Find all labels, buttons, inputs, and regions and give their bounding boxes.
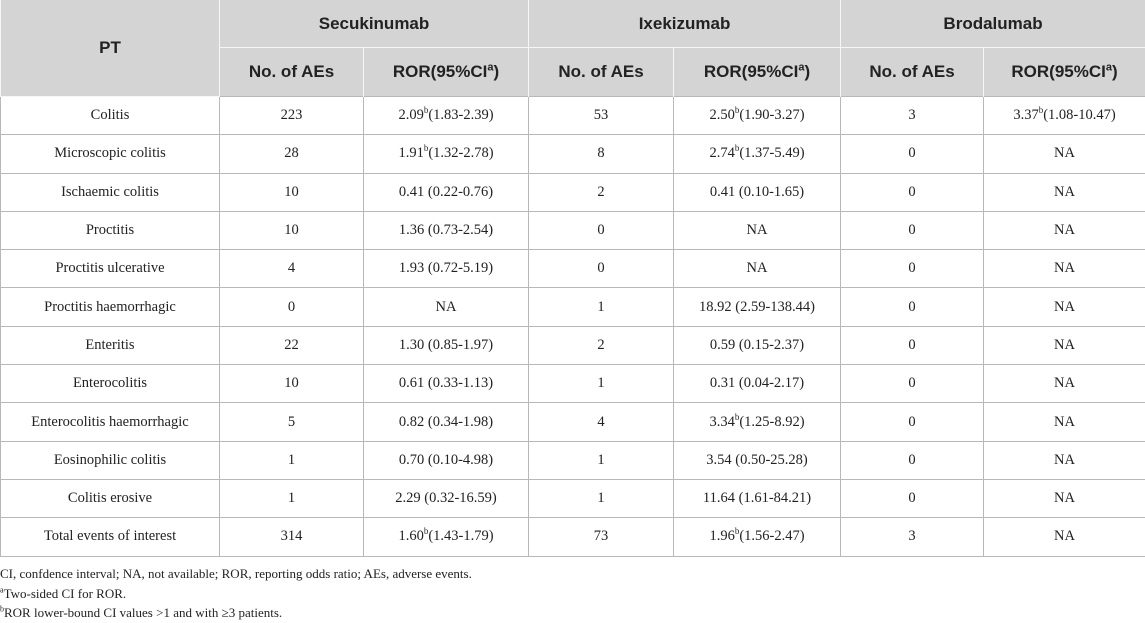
cell-pt: Enterocolitis haemorrhagic — [1, 403, 220, 441]
ror-value: 1.30 — [398, 336, 425, 353]
cell-pt: Total events of interest — [1, 518, 220, 556]
ror-value: NA — [1054, 183, 1075, 200]
table-row — [1, 211, 1145, 249]
ror-ci: (0.32-16.59) — [420, 490, 497, 507]
cell-ror — [984, 365, 1145, 403]
table-row — [1, 518, 1145, 556]
cell-ror — [674, 135, 841, 173]
cell-count: 0 — [841, 479, 984, 517]
cell-ror — [364, 518, 529, 556]
cell-count: 0 — [529, 211, 674, 249]
header-count-ixekizumab: No. of AEs — [529, 48, 674, 97]
cell-pt: Proctitis haemorrhagic — [1, 288, 220, 326]
cell-count: 2 — [529, 326, 674, 364]
ror-value: 0.59 — [709, 336, 736, 353]
ror-value: 2.74 — [709, 145, 735, 162]
ror-sup: b — [423, 526, 429, 537]
cell-ror — [364, 211, 529, 249]
ror-value: 0.41 — [709, 183, 736, 200]
cell-ror — [984, 250, 1145, 288]
ror-ci: (0.34-1.98) — [424, 413, 494, 430]
header-ror-close: ) — [493, 62, 500, 81]
cell-count: 1 — [529, 441, 674, 479]
ror-value: 0.82 — [398, 413, 425, 430]
cell-count: 53 — [529, 97, 674, 135]
cell-ror — [364, 97, 529, 135]
ror-sup: b — [423, 105, 429, 116]
ror-ci: (1.83-2.39) — [428, 107, 494, 124]
table-row — [1, 250, 1145, 288]
ror-value: NA — [1054, 528, 1075, 545]
cell-count: 0 — [841, 365, 984, 403]
table-row — [1, 326, 1145, 364]
ror-value: 0.61 — [398, 375, 425, 392]
ror-value: NA — [746, 260, 768, 277]
cell-pt: Enterocolitis — [1, 365, 220, 403]
footnote-abbreviations: CI, confdence interval; NA, not available; ROR, reporting odds ratio; AEs, adverse events. — [0, 566, 472, 581]
ror-value: 1.96 — [709, 528, 735, 545]
ror-value: NA — [1054, 222, 1075, 239]
cell-ror — [984, 288, 1145, 326]
cell-ror — [674, 250, 841, 288]
cell-ror — [364, 441, 529, 479]
cell-count: 8 — [529, 135, 674, 173]
ror-ci: (0.85-1.97) — [424, 336, 494, 353]
ror-value: NA — [1054, 490, 1075, 507]
cell-ror — [364, 135, 529, 173]
cell-ror — [364, 479, 529, 517]
cell-ror — [364, 288, 529, 326]
header-ror-sup: a — [798, 61, 805, 74]
ror-ci: (1.08-10.47) — [1043, 107, 1116, 124]
cell-count: 0 — [841, 326, 984, 364]
table-row — [1, 365, 1145, 403]
ror-ci: (0.73-2.54) — [424, 222, 494, 239]
footnote-a-mark: a — [0, 585, 4, 595]
header-ror-sup: a — [487, 61, 494, 74]
ror-value: NA — [1054, 375, 1075, 392]
header-ror-close: ) — [1111, 62, 1118, 81]
ror-sup: b — [734, 526, 740, 537]
cell-ror — [364, 326, 529, 364]
ror-value: 0.70 — [398, 451, 425, 468]
cell-count: 0 — [529, 250, 674, 288]
ror-ci: (0.33-1.13) — [424, 375, 494, 392]
cell-count: 1 — [529, 365, 674, 403]
footnote-b-text: ROR lower-bound CI values >1 and with ≥3 patients. — [4, 605, 283, 620]
ror-value: 2.50 — [709, 107, 735, 124]
ror-value: 3.54 — [706, 451, 732, 468]
cell-count: 223 — [220, 97, 364, 135]
cell-count: 10 — [220, 365, 364, 403]
ror-ci: (1.32-2.78) — [428, 145, 494, 162]
cell-count: 2 — [529, 173, 674, 211]
ror-sup: b — [734, 411, 740, 422]
cell-ror — [674, 326, 841, 364]
header-group-ixekizumab: Ixekizumab — [529, 0, 841, 48]
header-ror-sup: a — [1105, 61, 1112, 74]
ror-ci: (1.37-5.49) — [739, 145, 805, 162]
table-row — [1, 479, 1145, 517]
table-row — [1, 135, 1145, 173]
footnotes — [0, 564, 472, 623]
ror-value: NA — [435, 298, 457, 315]
cell-count: 4 — [529, 403, 674, 441]
cell-ror — [674, 365, 841, 403]
table-row — [1, 288, 1145, 326]
ror-value: 1.60 — [398, 528, 424, 545]
cell-ror — [984, 479, 1145, 517]
ror-ci: (0.10-1.65) — [735, 183, 805, 200]
cell-count: 5 — [220, 403, 364, 441]
ror-ci: (2.59-138.44) — [731, 298, 816, 315]
cell-count: 28 — [220, 135, 364, 173]
cell-pt: Proctitis — [1, 211, 220, 249]
cell-ror — [364, 250, 529, 288]
ror-ci: (0.22-0.76) — [424, 183, 494, 200]
ror-value: 0.41 — [398, 183, 425, 200]
ror-ci: (0.72-5.19) — [424, 260, 494, 277]
footnote-a — [0, 584, 472, 604]
ror-value: 1.36 — [398, 222, 425, 239]
ror-value: NA — [1054, 260, 1075, 277]
cell-ror — [984, 403, 1145, 441]
header-group-brodalumab: Brodalumab — [841, 0, 1145, 48]
header-pt: PT — [1, 0, 220, 97]
cell-ror — [674, 403, 841, 441]
table-row — [1, 441, 1145, 479]
cell-count: 0 — [841, 135, 984, 173]
cell-count: 3 — [841, 518, 984, 556]
ror-ci: (0.15-2.37) — [735, 336, 805, 353]
footnote-b — [0, 603, 472, 623]
ror-value: 11.64 — [702, 490, 735, 507]
table-row — [1, 97, 1145, 135]
ror-value: 1.93 — [398, 260, 425, 277]
cell-count: 0 — [220, 288, 364, 326]
header-ror-label: ROR(95%CI — [1011, 62, 1106, 81]
cell-count: 0 — [841, 250, 984, 288]
cell-ror — [674, 288, 841, 326]
cell-pt: Eosinophilic colitis — [1, 441, 220, 479]
header-ror-close: ) — [804, 62, 811, 81]
cell-ror — [984, 97, 1145, 135]
cell-count: 0 — [841, 403, 984, 441]
cell-count: 1 — [529, 479, 674, 517]
cell-pt: Colitis erosive — [1, 479, 220, 517]
ror-ci: (1.43-1.79) — [428, 528, 494, 545]
ror-ci: (0.10-4.98) — [424, 451, 494, 468]
cell-ror — [674, 211, 841, 249]
ror-value: 3.34 — [709, 413, 735, 430]
header-ror-label: ROR(95%CI — [392, 62, 488, 81]
ror-ci: (0.04-2.17) — [735, 375, 805, 392]
cell-count: 1 — [220, 441, 364, 479]
ror-value: NA — [1054, 451, 1075, 468]
header-ror-label: ROR(95%CI — [703, 62, 799, 81]
cell-count: 1 — [220, 479, 364, 517]
ror-sup: b — [734, 105, 740, 116]
cell-ror — [984, 441, 1145, 479]
cell-count: 10 — [220, 211, 364, 249]
ror-value: 18.92 — [699, 298, 732, 315]
cell-ror — [984, 326, 1145, 364]
ror-value: 1.91 — [398, 145, 424, 162]
footnote-b-mark: b — [0, 604, 4, 614]
cell-count: 1 — [529, 288, 674, 326]
cell-ror — [364, 365, 529, 403]
ror-ci: (1.90-3.27) — [739, 107, 805, 124]
cell-count: 3 — [841, 97, 984, 135]
header-group-secukinumab: Secukinumab — [220, 0, 529, 48]
cell-count: 0 — [841, 211, 984, 249]
cell-count: 314 — [220, 518, 364, 556]
ror-value: 2.29 — [395, 490, 421, 507]
ror-ci: (0.50-25.28) — [731, 451, 808, 468]
ror-sup: b — [423, 143, 429, 154]
cell-count: 0 — [841, 441, 984, 479]
ror-value: NA — [1054, 413, 1075, 430]
cell-pt: Enteritis — [1, 326, 220, 364]
cell-ror — [984, 135, 1145, 173]
cell-count: 0 — [841, 288, 984, 326]
header-count-secukinumab: No. of AEs — [220, 48, 364, 97]
header-count-brodalumab: No. of AEs — [841, 48, 984, 97]
cell-pt: Colitis — [1, 97, 220, 135]
cell-ror — [984, 518, 1145, 556]
cell-ror — [364, 173, 529, 211]
ror-value: 3.37 — [1013, 107, 1039, 124]
cell-ror — [984, 211, 1145, 249]
cell-pt: Microscopic colitis — [1, 135, 220, 173]
cell-ror — [674, 479, 841, 517]
table-row — [1, 403, 1145, 441]
cell-count: 22 — [220, 326, 364, 364]
ror-value: 2.09 — [398, 107, 424, 124]
ror-ci: (1.25-8.92) — [739, 413, 805, 430]
cell-pt: Ischaemic colitis — [1, 173, 220, 211]
cell-ror — [674, 97, 841, 135]
ror-sup: b — [734, 143, 740, 154]
table-row — [1, 173, 1145, 211]
cell-count: 0 — [841, 173, 984, 211]
cell-ror — [674, 441, 841, 479]
cell-count: 10 — [220, 173, 364, 211]
ror-value: NA — [1054, 336, 1075, 353]
ror-ci: (1.61-84.21) — [735, 490, 812, 507]
cell-ror — [674, 173, 841, 211]
table-header — [1, 0, 1145, 97]
header-ror-ixekizumab — [674, 48, 841, 97]
table-body — [1, 97, 1145, 557]
cell-pt: Proctitis ulcerative — [1, 250, 220, 288]
ror-ci: (1.56-2.47) — [739, 528, 805, 545]
cell-count: 73 — [529, 518, 674, 556]
cell-ror — [984, 173, 1145, 211]
ror-value: NA — [746, 222, 768, 239]
ror-value: NA — [1054, 145, 1075, 162]
ror-value: NA — [1054, 298, 1075, 315]
ror-value: 0.31 — [709, 375, 736, 392]
header-ror-secukinumab — [364, 48, 529, 97]
cell-ror — [674, 518, 841, 556]
ror-sup: b — [1038, 105, 1044, 116]
cell-ror — [364, 403, 529, 441]
header-ror-brodalumab — [984, 48, 1145, 97]
cell-count: 4 — [220, 250, 364, 288]
footnote-a-text: Two-sided CI for ROR. — [3, 585, 127, 601]
